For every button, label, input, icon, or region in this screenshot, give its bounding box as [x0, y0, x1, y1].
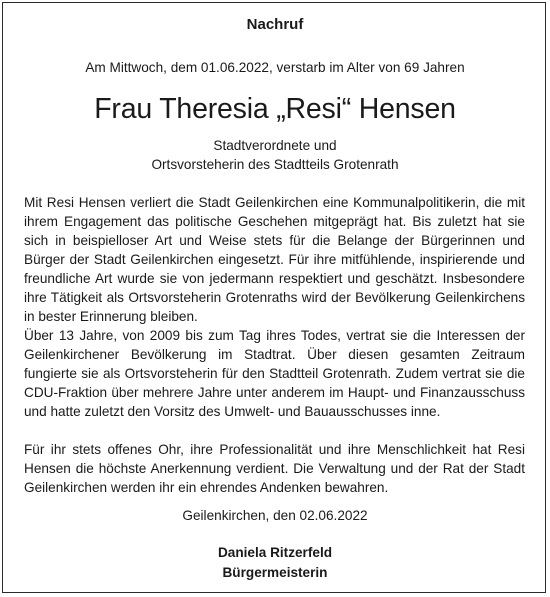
notice-heading: Nachruf [246, 16, 304, 33]
place-date: Geilenkirchen, den 02.06.2022 [182, 508, 368, 523]
role-line-2: Ortsvorsteherin des Stadtteils Grotenrath [151, 157, 399, 172]
intro-line: Am Mittwoch, dem 01.06.2022, verstarb im Alter von 69 Jahren [85, 60, 465, 75]
paragraph-2: Über 13 Jahre, von 2009 bis zum Tag ihres Todes, vertrat sie die Interessen der Geilenkirchener Bevölkerung im Stadtrat. Über diesen gesamten Zeitraum fungierte sie als Ortsvorsteherin für den Stadtteil Grotenrath. Zudem vertrat sie die CDU-Fraktion über mehrere Jahre unter anderem im Haupt- und Finanzausschuss und hatte zuletzt den Vorsitz des Umwelt- und Bauausschusses inne. [24, 328, 525, 419]
signature-name: Daniela Ritzerfeld [217, 545, 333, 560]
role-line-1: Stadtverordnete und [213, 138, 337, 153]
deceased-name: Frau Theresia „Resi“ Hensen [94, 93, 456, 125]
signature-block [0, 543, 550, 583]
role-block [0, 136, 550, 174]
paragraph-3: Für ihr stets offenes Ohr, ihre Professionalität und ihre Menschlichkeit hat Resi Hensen die höchste Anerkennung verdient. Die Verwaltung und der Rat der Stadt Geilenkirchen werden ihr ein ehrendes Andenken bewahren. [24, 442, 525, 495]
signature-title: Bürgermeisterin [222, 565, 328, 580]
paragraph-1: Mit Resi Hensen verliert die Stadt Geilenkirchen eine Kommunalpolitikerin, die mit ihrem Engagement das politische Geschehen mitgeprägt hat. Bis zuletzt hat sie sich in beispielloser Art und Weise stets für die Belange der Bürgerinnen und Bürger der Stadt Geilenkirchen eingesetzt. Für ihre mitfühlende, inspirierende und freundliche Art wurde sie von jedermann respektiert und geschätzt. Insbesondere ihre Tätigkeit als Ortsvorsteherin Grotenraths wird der Bevölkerung Geilenkirchens in bester Erinnerung bleiben. [24, 195, 525, 324]
